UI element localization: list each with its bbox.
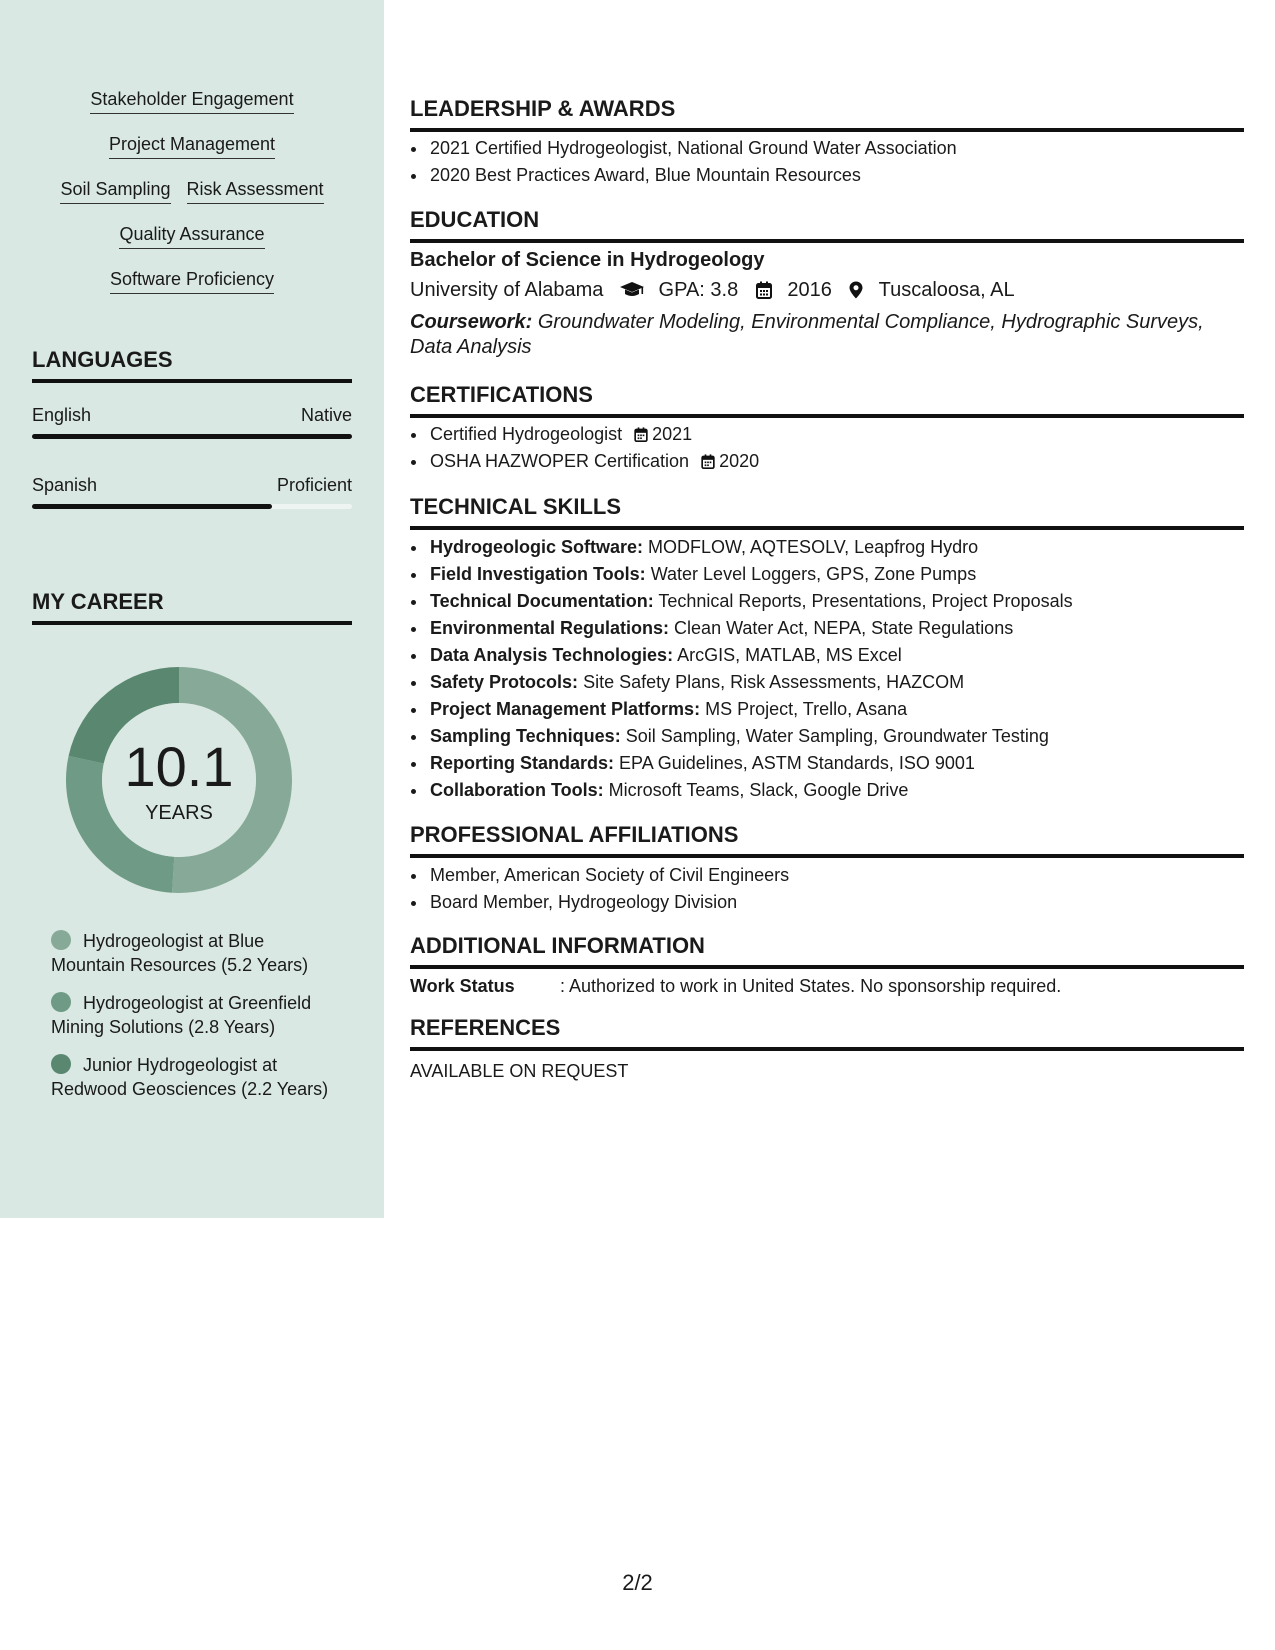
graduation-year: 2016	[787, 279, 832, 301]
language-bar	[32, 434, 352, 439]
list-item	[428, 421, 759, 448]
coursework-text: Groundwater Modeling, Environmental Compliance, Hydrographic Surveys, Data Analysis	[410, 311, 1204, 358]
skill-label: Sampling Techniques:	[430, 726, 621, 746]
language-bar-fill	[32, 434, 352, 439]
education-heading: EDUCATION	[410, 207, 1244, 243]
cert-year: 2020	[719, 451, 760, 471]
technical-skills-list	[410, 534, 1073, 804]
calendar-icon	[756, 281, 772, 299]
career-dot	[51, 992, 71, 1012]
sidebar	[0, 0, 384, 1218]
skill-row	[0, 179, 384, 204]
language-name: English	[32, 405, 92, 425]
skill-label: Environmental Regulations:	[430, 618, 670, 638]
references-heading: REFERENCES	[410, 1015, 1244, 1051]
skill-value: Site Safety Plans, Risk Assessments, HAZCOM	[583, 672, 965, 692]
leadership-heading: LEADERSHIP & AWARDS	[410, 96, 1244, 132]
career-donut	[66, 667, 292, 893]
skill-row	[0, 89, 384, 114]
cert-name: OSHA HAZWOPER Certification	[430, 451, 690, 471]
leadership-list	[410, 135, 957, 189]
calendar-icon	[701, 454, 715, 469]
work-status-label: Work Status	[410, 976, 515, 996]
career-item	[51, 929, 341, 977]
skill-tag: Soil Sampling	[60, 179, 170, 204]
career-item-label: Hydrogeologist at Greenfield Mining Solutions (2.8 Years)	[51, 993, 312, 1037]
school-name: University of Alabama	[410, 279, 604, 301]
language-level: Proficient	[276, 475, 352, 495]
list-item	[428, 534, 1073, 561]
coursework-label: Coursework:	[410, 311, 533, 333]
technical-skills-heading: TECHNICAL SKILLS	[410, 494, 1244, 530]
skill-tag: Risk Assessment	[187, 179, 324, 204]
skill-value: MODFLOW, AQTESOLV, Leapfrog Hydro	[648, 537, 979, 557]
education-meta	[410, 279, 1015, 302]
career-dot	[51, 930, 71, 950]
list-item	[428, 696, 1073, 723]
language-row	[32, 475, 352, 496]
skill-row	[0, 269, 384, 294]
list-item	[428, 561, 1073, 588]
cert-year: 2021	[652, 424, 693, 444]
affiliations-heading: PROFESSIONAL AFFILIATIONS	[410, 822, 1244, 858]
skill-label: Field Investigation Tools:	[430, 564, 646, 584]
career-total: 10.1	[124, 735, 234, 798]
degree-title: Bachelor of Science in Hydrogeology	[410, 249, 765, 271]
language-bar	[32, 504, 352, 509]
languages-heading: LANGUAGES	[32, 347, 352, 383]
gpa: GPA: 3.8	[658, 279, 739, 301]
career-item-label: Junior Hydrogeologist at Redwood Geosciences (2.2 Years)	[51, 1055, 329, 1099]
certifications-heading: CERTIFICATIONS	[410, 382, 1244, 418]
graduation-cap-icon	[619, 281, 645, 299]
coursework	[410, 310, 1240, 360]
language-bar-fill	[32, 504, 272, 509]
skill-label: Technical Documentation:	[430, 591, 654, 611]
list-item	[428, 588, 1073, 615]
affiliations-list	[410, 862, 789, 916]
list-item	[428, 777, 1073, 804]
career-item	[51, 991, 341, 1039]
skill-label: Data Analysis Technologies:	[430, 645, 674, 665]
skill-row	[0, 134, 384, 159]
language-row	[32, 405, 352, 426]
career-item	[51, 1053, 341, 1101]
cert-name: Certified Hydrogeologist	[430, 424, 623, 444]
skill-label: Project Management Platforms:	[430, 699, 701, 719]
skill-label: Hydrogeologic Software:	[430, 537, 644, 557]
skill-tag: Stakeholder Engagement	[90, 89, 293, 114]
work-status-value: : Authorized to work in United States. No sponsorship required.	[560, 976, 1062, 996]
skill-tag: Project Management	[109, 134, 275, 159]
skill-value: Technical Reports, Presentations, Project Proposals	[658, 591, 1073, 611]
list-item: • Board Member, Hydrogeology Division	[428, 889, 789, 916]
skill-value: Microsoft Teams, Slack, Google Drive	[608, 780, 909, 800]
career-heading: MY CAREER	[32, 589, 352, 625]
career-unit: YEARS	[145, 802, 213, 824]
skill-label: Safety Protocols:	[430, 672, 579, 692]
list-item	[428, 723, 1073, 750]
list-item	[428, 615, 1073, 642]
list-item	[428, 448, 759, 475]
skill-value: EPA Guidelines, ASTM Standards, ISO 9001	[619, 753, 975, 773]
list-item: • 2021 Certified Hydrogeologist, National Ground Water Association	[428, 135, 957, 162]
school-location: Tuscaloosa, AL	[878, 279, 1015, 301]
skill-tag: Software Proficiency	[110, 269, 274, 294]
work-status-row	[410, 976, 1061, 997]
skill-value: ArcGIS, MATLAB, MS Excel	[677, 645, 902, 665]
references-text: AVAILABLE ON REQUEST	[410, 1061, 629, 1081]
skill-label: Reporting Standards:	[430, 753, 615, 773]
skill-value: MS Project, Trello, Asana	[705, 699, 908, 719]
list-item: • 2020 Best Practices Award, Blue Mountain Resources	[428, 162, 957, 189]
career-item-label: Hydrogeologist at Blue Mountain Resources (5.2 Years)	[51, 931, 309, 975]
skill-row	[0, 224, 384, 249]
map-pin-icon	[849, 281, 863, 299]
language-level: Native	[300, 405, 352, 425]
list-item: • Member, American Society of Civil Engineers	[428, 862, 789, 889]
list-item	[428, 669, 1073, 696]
skill-value: Clean Water Act, NEPA, State Regulations	[674, 618, 1014, 638]
list-item	[428, 642, 1073, 669]
career-dot	[51, 1054, 71, 1074]
skill-value: Soil Sampling, Water Sampling, Groundwater Testing	[625, 726, 1049, 746]
list-item	[428, 750, 1073, 777]
skill-tag: Quality Assurance	[119, 224, 264, 249]
skill-value: Water Level Loggers, GPS, Zone Pumps	[650, 564, 977, 584]
skill-label: Collaboration Tools:	[430, 780, 604, 800]
additional-info-heading: ADDITIONAL INFORMATION	[410, 933, 1244, 969]
language-name: Spanish	[32, 475, 98, 495]
calendar-icon	[634, 427, 648, 442]
page-number: 2/2	[622, 1570, 653, 1595]
certifications-list	[410, 421, 759, 475]
